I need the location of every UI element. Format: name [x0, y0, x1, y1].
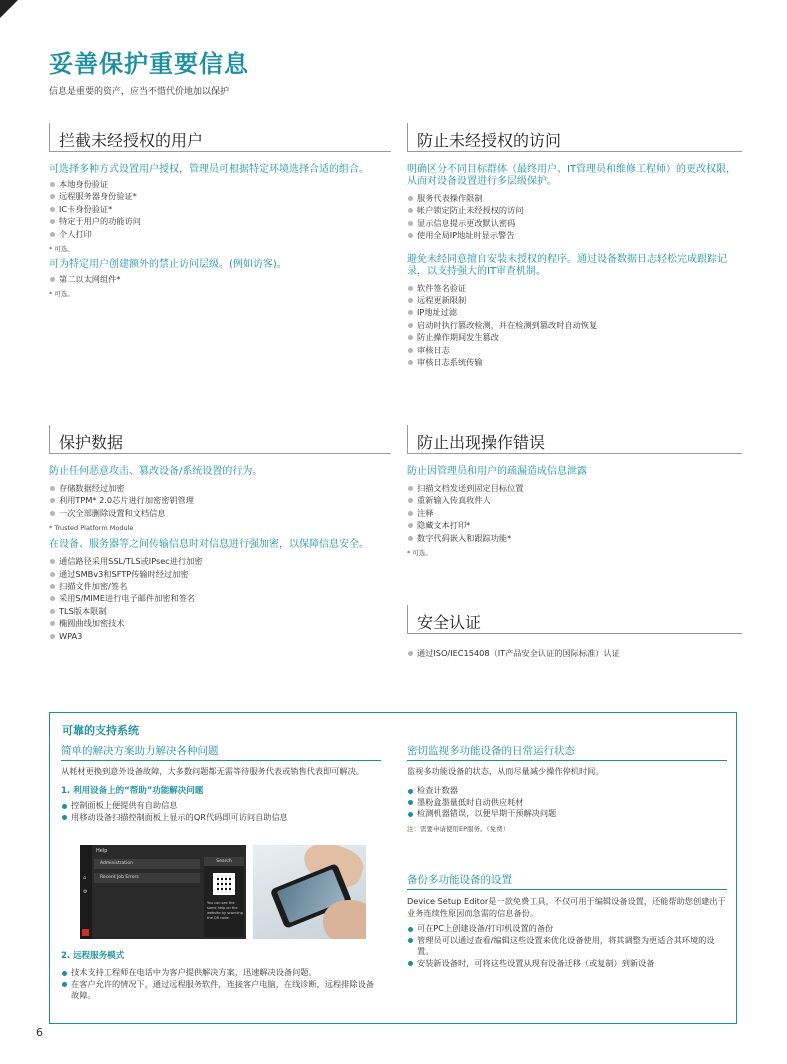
list-item: 使用全局IP地址时显示警告: [407, 229, 742, 241]
section-intro-2: 避免未经同意擅自安装未授权的程序。通过设备数据日志轻松完成跟踪记录，以支持强大的IT审查机制。: [407, 253, 727, 277]
list-item: 服务代表操作限制: [407, 192, 742, 204]
panel-qr-caption: You can see the same help on the website by scanning the QR code.: [207, 901, 243, 920]
bullet-list: [407, 482, 742, 544]
list-item: 管理员可以通过查看/编辑这些设置来优化设备使用，将其调整为更适合其环境的设置。: [407, 935, 727, 958]
list-item: 存储数据经过加密: [49, 482, 391, 494]
section-heading: 保护数据: [59, 433, 124, 452]
section-protect-data: [49, 425, 391, 642]
bullet-list-2: [407, 282, 742, 369]
support-left-column-bottom: [61, 949, 381, 1002]
list-item: 帐户锁定防止未经授权的访问: [407, 204, 742, 216]
list-item: 显示信息提示更改默认密码: [407, 217, 742, 229]
stop-icon: [82, 929, 89, 936]
section-heading: 安全认证: [417, 613, 482, 632]
support-right-column: [407, 744, 727, 833]
backup-intro: Device Setup Editor是一款免费工具，不仅可用于编辑设备设置，还能帮助您创建出于业务连续性原因而急需的信息备份。: [407, 896, 726, 918]
bullet-list-2: [49, 555, 391, 642]
support-left-heading: 简单的解决方案助力解决各种问题: [61, 744, 381, 761]
list-item: 利用TPM* 2.0芯片进行加密密钥管理: [49, 494, 391, 506]
monitoring-list: [407, 785, 727, 820]
section-intro-2: 可为特定用户创建额外的禁止访问层级。(例如访客)。: [49, 259, 287, 271]
backup-heading: 备份多功能设备的设置: [407, 873, 727, 890]
footnote-2: * 可选。: [49, 290, 74, 299]
list-item: WPA3: [49, 630, 391, 642]
support-left-column: [61, 744, 381, 823]
monitoring-note: 注：需要申请使用EP服务。（免费）: [407, 824, 510, 833]
list-item: 通信路径采用SSL/TLS或IPsec进行加密: [49, 555, 391, 567]
list-item: TLS版本限制: [49, 605, 391, 617]
list-item: 启动时执行篡改检测，并在检测到篡改时自动恢复: [407, 319, 742, 331]
page-number: 6: [36, 1026, 43, 1039]
section-heading: 拦截未经授权的用户: [59, 131, 204, 150]
list-item: 数字代码嵌入和跟踪功能*: [407, 532, 742, 544]
list-item: 扫描文档发送到固定目标位置: [407, 482, 742, 494]
support-title: 可靠的支持系统: [62, 724, 139, 737]
panel-help-title: Help: [96, 848, 108, 854]
bullet-list: [407, 192, 742, 242]
list-item: 采用S/MIME进行电子邮件加密和签名: [49, 592, 391, 604]
section-block-unauthorized-users: [49, 123, 391, 299]
section-intro-2: 在设备、服务器等之间传输信息时对信息进行强加密，以保障信息安全。: [49, 539, 369, 551]
section-prevent-unauthorized-access: [407, 123, 742, 368]
list-item: 安装新设备时，可将这些设置从现有设备迁移（或复制）到新设备: [407, 958, 727, 970]
help-function-heading: 1. 利用设备上的“帮助”功能解决问题: [61, 786, 204, 796]
footnote: * 可选。: [407, 549, 432, 558]
section-heading: 防止出现操作错误: [417, 433, 546, 452]
list-item: 防止操作期间发生篡改: [407, 331, 742, 343]
list-item: 通过ISO/IEC15408（IT产品安全认证的国际标准）认证: [407, 647, 742, 659]
panel-qr-area: [204, 857, 244, 937]
page-subtitle: 信息是重要的资产，应当不惜代价地加以保护: [49, 87, 230, 97]
list-item: 软件签名验证: [407, 282, 742, 294]
section-heading: 防止未经授权的访问: [417, 131, 562, 150]
list-item: 椭圆曲线加密技术: [49, 617, 391, 629]
list-item: IP地址过滤: [407, 306, 742, 318]
list-item: 检查计数器: [407, 785, 727, 797]
control-panel-screenshot: [80, 845, 246, 939]
home-icon: ⌂: [83, 875, 87, 881]
list-item: 在客户允许的情况下，通过远程服务软件，连接客户电脑，在线诊断，远程排除设备故障。: [61, 979, 381, 1002]
backup-list: [407, 923, 727, 969]
list-item: 控制面板上便提供有自助信息: [61, 800, 381, 812]
section-intro: 防止任何恶意攻击、篡改设备/系统设置的行为。: [49, 466, 263, 477]
list-item: 扫描文件加密/签名: [49, 580, 391, 592]
section-security-certification: [407, 605, 742, 659]
section-intro: 明确区分不同目标群体（最终用户、IT管理员和维修工程师）的更改权限，从而对设备设置进行多层级保护。: [407, 164, 737, 187]
panel-row-administration: Administration: [94, 859, 200, 869]
list-item: 检测机器错误，以便早期干预解决问题: [407, 808, 727, 820]
settings-icon: ⚙: [83, 889, 88, 895]
list-item: 第二以太网组件*: [49, 273, 391, 285]
list-item: 审核日志系统传输: [407, 356, 742, 368]
remote-service-heading: 2. 远程服务模式: [61, 951, 125, 961]
list-item: 一次全部删除设置和文档信息: [49, 507, 391, 519]
support-right-intro: 监视多功能设备的状态，从而尽量减少操作停机时间。: [407, 766, 604, 776]
list-item: 远程更新限制: [407, 294, 742, 306]
footnote: * Trusted Platform Module: [49, 524, 134, 533]
remote-service-list: [61, 967, 381, 1002]
list-item: 用移动设备扫描控制面板上显示的QR代码即可访问自助信息: [61, 812, 381, 824]
section-heading-box: [407, 605, 742, 634]
list-item: 隐藏文本打印*: [407, 519, 742, 531]
list-item: 本地身份验证: [49, 178, 391, 190]
hand-shape-2: [323, 900, 366, 939]
section-intro: 可选择多种方式设置用户授权，管理员可根据特定环境选择合适的组合。: [49, 164, 369, 175]
section-heading-box: [407, 425, 742, 454]
panel-row-recent-job-errors: Recent Job Errors: [94, 873, 200, 883]
corner-mark: [0, 0, 18, 18]
bullet-list: [407, 647, 742, 659]
list-item: 远程服务器身份验证*: [49, 190, 391, 202]
bullet-list-2: [49, 273, 391, 285]
list-item: 审核日志: [407, 344, 742, 356]
mobile-phone-photo: [253, 845, 366, 939]
bullet-list: [49, 178, 391, 240]
footnote: * 可选。: [49, 245, 74, 254]
support-right-column-bottom: [407, 873, 727, 969]
qr-code-icon: [213, 873, 235, 895]
list-item: 重新输入传真收件人: [407, 494, 742, 506]
section-heading-box: [407, 123, 742, 152]
list-item: 技术支持工程师在电话中为客户提供解决方案，迅速解决设备问题。: [61, 967, 381, 979]
section-heading-box: [49, 425, 391, 454]
list-item: 可在PC上创建设备/打印机设置的备份: [407, 923, 727, 935]
help-function-list: [61, 800, 381, 823]
list-item: 墨粉盒墨量低时自动供应耗材: [407, 797, 727, 809]
panel-search-label: Search: [204, 857, 244, 866]
list-item: 特定于用户的功能访问: [49, 215, 391, 227]
section-prevent-errors: [407, 425, 742, 558]
list-item: 注释: [407, 507, 742, 519]
list-item: 个人打印: [49, 228, 391, 240]
support-left-intro: 从耗材更换到意外设备故障，大多数问题都无需等待服务代表或销售代表即可解决。: [61, 766, 364, 776]
list-item: 通过SMBv3和SFTP传输时经过加密: [49, 568, 391, 580]
section-intro: 防止因管理员和用户的疏漏造成信息泄露: [407, 466, 587, 477]
bullet-list: [49, 482, 391, 519]
list-item: IC卡身份验证*: [49, 203, 391, 215]
support-right-heading: 密切监视多功能设备的日常运行状态: [407, 744, 727, 761]
page-title: 妥善保护重要信息: [49, 50, 249, 78]
section-heading-box: [49, 123, 391, 152]
